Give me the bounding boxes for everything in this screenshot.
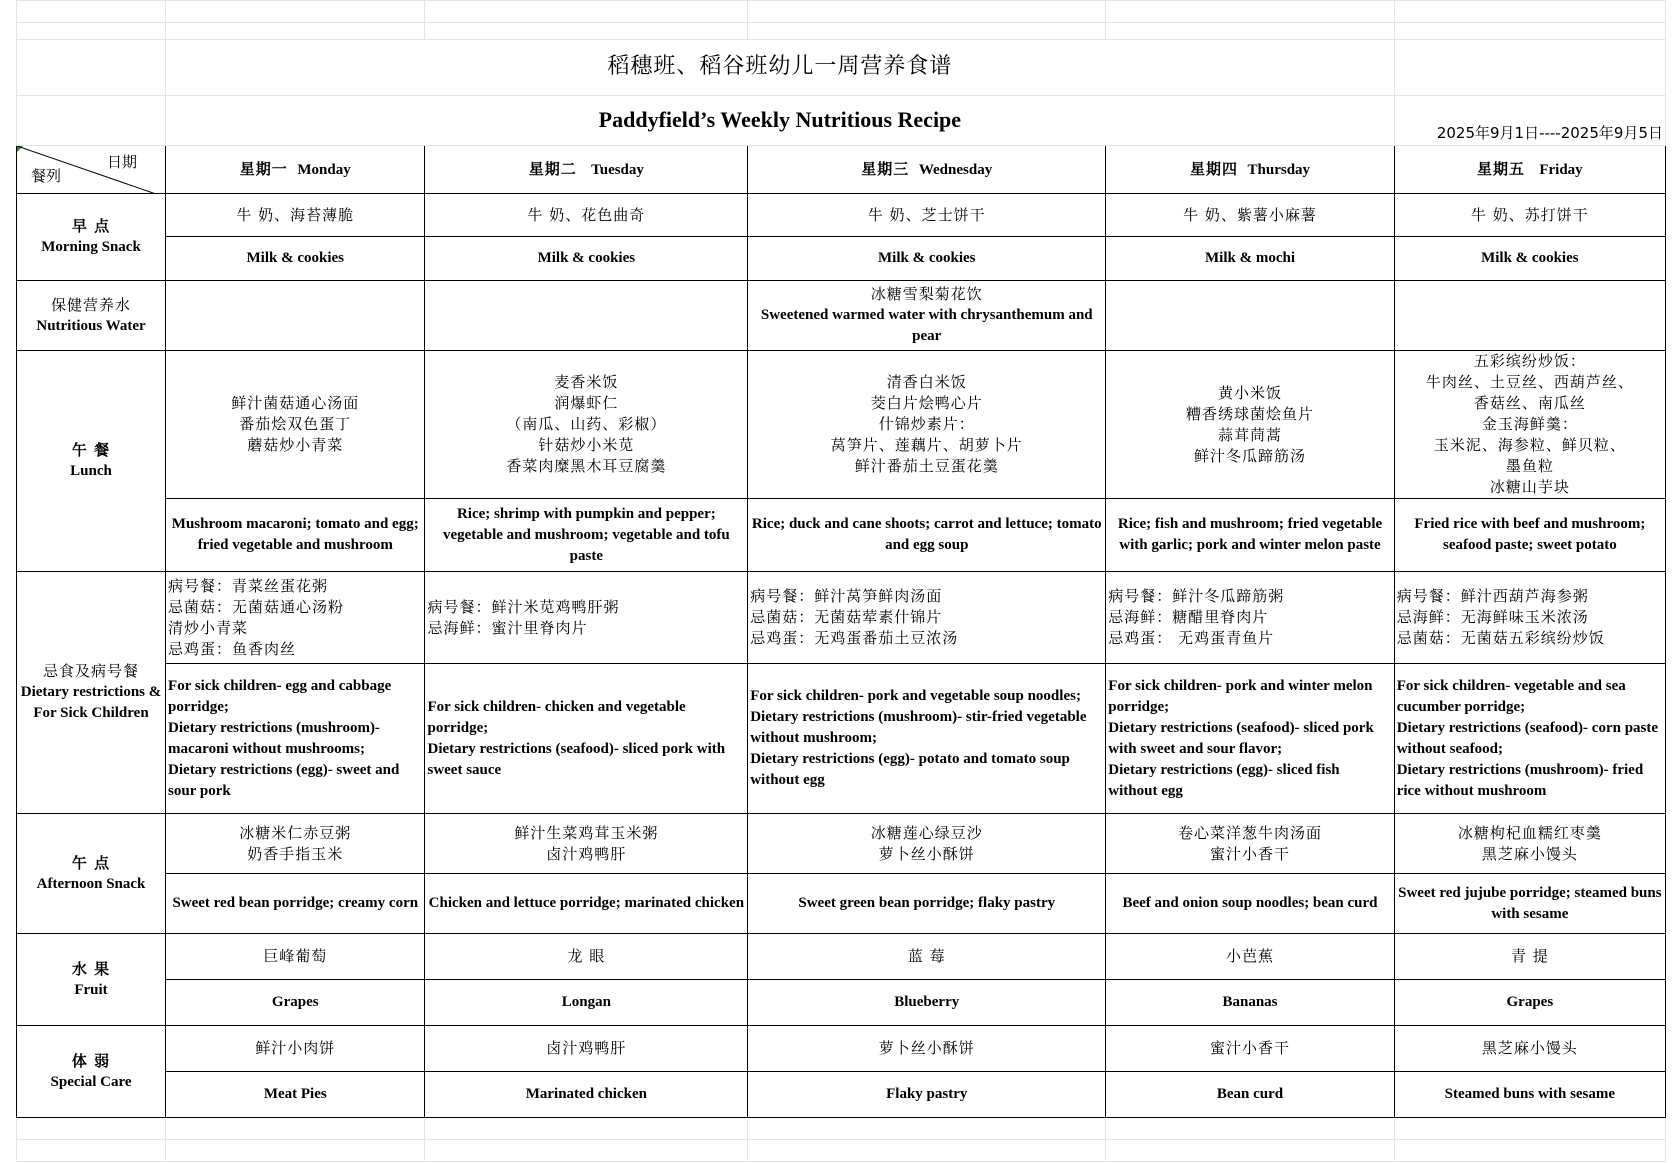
dietary-row-en <box>17 664 1666 814</box>
afternoon-en-fri: Sweet red jujube porridge; steamed buns with sesame <box>1394 874 1665 934</box>
recipe-sheet <box>16 0 1666 1162</box>
lunch-cn-tue: 麦香米饭 润爆虾仁 （南瓜、山药、彩椒） 针菇炒小米苋 香菜肉糜黑木耳豆腐羹 <box>425 351 748 499</box>
fruit-cn-tue: 龙 眼 <box>425 934 748 980</box>
lunch-en-tue: Rice; shrimp with pumpkin and pepper; vegetable and mushroom; vegetable and tofu paste <box>425 499 748 572</box>
special-cn-tue: 卤汁鸡鸭肝 <box>425 1026 748 1072</box>
morning-en-fri: Milk & cookies <box>1394 237 1665 281</box>
row-label-morning: 早 点 Morning Snack <box>17 194 166 281</box>
afternoon-row-cn <box>17 814 1666 874</box>
special-row-en <box>17 1072 1666 1118</box>
date-range: 2025年9月1日----2025年9月5日 <box>1394 96 1665 146</box>
special-en-fri: Steamed buns with sesame <box>1394 1072 1665 1118</box>
corner-cell <box>17 146 166 194</box>
fruit-row-cn <box>17 934 1666 980</box>
lunch-en-fri: Fried rice with beef and mushroom; seafood paste; sweet potato <box>1394 499 1665 572</box>
recipe-table <box>16 0 1666 1162</box>
fruit-en-fri: Grapes <box>1394 980 1665 1026</box>
diet-en-thu: For sick children- pork and winter melon porridge; Dietary restrictions (seafood)- sliced pork with sweet and sour flavor; Dietary restrictions (egg)- sliced fish without egg <box>1106 664 1394 814</box>
morning-cn-thu: 牛 奶、紫薯小麻薯 <box>1106 194 1394 237</box>
row-label-dietary: 忌食及病号餐 Dietary restrictions & For Sick Children <box>17 572 166 814</box>
water-wed: 冰糖雪梨菊花饮 Sweetened warmed water with chrysanthemum and pear <box>748 281 1106 351</box>
special-en-thu: Bean curd <box>1106 1072 1394 1118</box>
row-label-fruit: 水 果 Fruit <box>17 934 166 1026</box>
afternoon-row-en <box>17 874 1666 934</box>
lunch-cn-thu: 黄小米饭 糟香绣球菌烩鱼片 蒜茸茼蒿 鲜汁冬瓜蹄筋汤 <box>1106 351 1394 499</box>
day-header-tuesday: 星期二 Tuesday <box>425 146 748 194</box>
morning-cn-mon: 牛 奶、海苔薄脆 <box>166 194 425 237</box>
lunch-en-mon: Mushroom macaroni; tomato and egg; fried vegetable and mushroom <box>166 499 425 572</box>
afternoon-en-thu: Beef and onion soup noodles; bean curd <box>1106 874 1394 934</box>
row-label-water: 保健营养水 Nutritious Water <box>17 281 166 351</box>
day-header-thursday: 星期四 Thursday <box>1106 146 1394 194</box>
title-chinese: 稻穗班、稻谷班幼儿一周营养食谱 <box>607 54 953 79</box>
fruit-row-en <box>17 980 1666 1026</box>
corner-date-label: 日期 <box>107 153 138 171</box>
morning-en-wed: Milk & cookies <box>748 237 1106 281</box>
diet-cn-mon: 病号餐：青菜丝蛋花粥 忌菌菇：无菌菇通心汤粉 清炒小青菜 忌鸡蛋：鱼香肉丝 <box>166 572 425 664</box>
special-en-mon: Meat Pies <box>166 1072 425 1118</box>
lunch-cn-wed: 清香白米饭 茭白片烩鸭心片 什锦炒素片： 莴笋片、莲藕片、胡萝卜片 鲜汁番茄土豆蛋花羹 <box>748 351 1106 499</box>
special-row-cn <box>17 1026 1666 1072</box>
diet-en-tue: For sick children- chicken and vegetable porridge; Dietary restrictions (seafood)- sliced pork with sweet sauce <box>425 664 748 814</box>
title-english: Paddyfield’s Weekly Nutritious Recipe <box>598 106 962 132</box>
fruit-cn-fri: 青 提 <box>1394 934 1665 980</box>
fruit-cn-mon: 巨峰葡萄 <box>166 934 425 980</box>
lunch-cn-fri: 五彩缤纷炒饭： 牛肉丝、土豆丝、西葫芦丝、 香菇丝、南瓜丝 金玉海鲜羹： 玉米泥、海参粒、鲜贝粒、 墨鱼粒 冰糖山芋块 <box>1394 351 1665 499</box>
special-en-wed: Flaky pastry <box>748 1072 1106 1118</box>
fruit-cn-wed: 蓝 莓 <box>748 934 1106 980</box>
day-header-friday: 星期五 Friday <box>1394 146 1665 194</box>
row-label-lunch: 午 餐 Lunch <box>17 351 166 572</box>
fruit-en-mon: Grapes <box>166 980 425 1026</box>
morning-cn-tue: 牛 奶、花色曲奇 <box>425 194 748 237</box>
morning-en-mon: Milk & cookies <box>166 237 425 281</box>
nutritious-water-row <box>17 281 1666 351</box>
diet-en-wed: For sick children- pork and vegetable soup noodles; Dietary restrictions (mushroom)- stir-fried vegetable without mushroom; Dietary restrictions (egg)- potato and tomato soup without egg <box>748 664 1106 814</box>
diet-en-mon: For sick children- egg and cabbage porridge; Dietary restrictions (mushroom)- macaroni without mushrooms; Dietary restrictions (egg)- sweet and sour pork <box>166 664 425 814</box>
fruit-en-wed: Blueberry <box>748 980 1106 1026</box>
lunch-row-en <box>17 499 1666 572</box>
lunch-cn-mon: 鲜汁菌菇通心汤面 番茄烩双色蛋丁 蘑菇炒小青菜 <box>166 351 425 499</box>
fruit-en-tue: Longan <box>425 980 748 1026</box>
morning-snack-row-cn <box>17 194 1666 237</box>
afternoon-cn-mon: 冰糖米仁赤豆粥 奶香手指玉米 <box>166 814 425 874</box>
lunch-en-thu: Rice; fish and mushroom; fried vegetable with garlic; pork and winter melon paste <box>1106 499 1394 572</box>
diet-cn-fri: 病号餐：鲜汁西葫芦海参粥 忌海鲜：无海鲜味玉米浓汤 忌菌菇：无菌菇五彩缤纷炒饭 <box>1394 572 1665 664</box>
fruit-en-thu: Bananas <box>1106 980 1394 1026</box>
morning-cn-fri: 牛 奶、苏打饼干 <box>1394 194 1665 237</box>
morning-en-tue: Milk & cookies <box>425 237 748 281</box>
special-cn-mon: 鲜汁小肉饼 <box>166 1026 425 1072</box>
morning-snack-row-en <box>17 237 1666 281</box>
row-label-afternoon: 午 点 Afternoon Snack <box>17 814 166 934</box>
afternoon-cn-thu: 卷心菜洋葱牛肉汤面 蜜汁小香干 <box>1106 814 1394 874</box>
diet-cn-wed: 病号餐：鲜汁莴笋鲜肉汤面 忌菌菇：无菌菇荤素什锦片 忌鸡蛋：无鸡蛋番茄土豆浓汤 <box>748 572 1106 664</box>
diet-cn-tue: 病号餐：鲜汁米苋鸡鸭肝粥 忌海鲜：蜜汁里脊肉片 <box>425 572 748 664</box>
diet-en-fri: For sick children- vegetable and sea cucumber porridge; Dietary restrictions (seafood)- corn paste without seafood; Dietary restrictions (mushroom)- fried rice without mushroom <box>1394 664 1665 814</box>
day-header-monday: 星期一 Monday <box>166 146 425 194</box>
special-cn-fri: 黑芝麻小馒头 <box>1394 1026 1665 1072</box>
afternoon-cn-tue: 鲜汁生菜鸡茸玉米粥 卤汁鸡鸭肝 <box>425 814 748 874</box>
row-label-special: 体 弱 Special Care <box>17 1026 166 1118</box>
afternoon-en-wed: Sweet green bean porridge; flaky pastry <box>748 874 1106 934</box>
lunch-en-wed: Rice; duck and cane shoots; carrot and lettuce; tomato and egg soup <box>748 499 1106 572</box>
special-en-tue: Marinated chicken <box>425 1072 748 1118</box>
morning-cn-wed: 牛 奶、芝士饼干 <box>748 194 1106 237</box>
special-cn-wed: 萝卜丝小酥饼 <box>748 1026 1106 1072</box>
afternoon-en-tue: Chicken and lettuce porridge; marinated chicken <box>425 874 748 934</box>
day-header-wednesday: 星期三 Wednesday <box>748 146 1106 194</box>
fruit-cn-thu: 小芭蕉 <box>1106 934 1394 980</box>
morning-en-thu: Milk & mochi <box>1106 237 1394 281</box>
diet-cn-thu: 病号餐：鲜汁冬瓜蹄筋粥 忌海鲜：糖醋里脊肉片 忌鸡蛋： 无鸡蛋青鱼片 <box>1106 572 1394 664</box>
corner-meal-label: 餐列 <box>31 167 62 185</box>
special-cn-thu: 蜜汁小香干 <box>1106 1026 1394 1072</box>
afternoon-cn-fri: 冰糖枸杞血糯红枣羹 黑芝麻小馒头 <box>1394 814 1665 874</box>
header-row <box>17 146 1666 194</box>
dietary-row-cn <box>17 572 1666 664</box>
afternoon-en-mon: Sweet red bean porridge; creamy corn <box>166 874 425 934</box>
lunch-row-cn <box>17 351 1666 499</box>
afternoon-cn-wed: 冰糖莲心绿豆沙 萝卜丝小酥饼 <box>748 814 1106 874</box>
